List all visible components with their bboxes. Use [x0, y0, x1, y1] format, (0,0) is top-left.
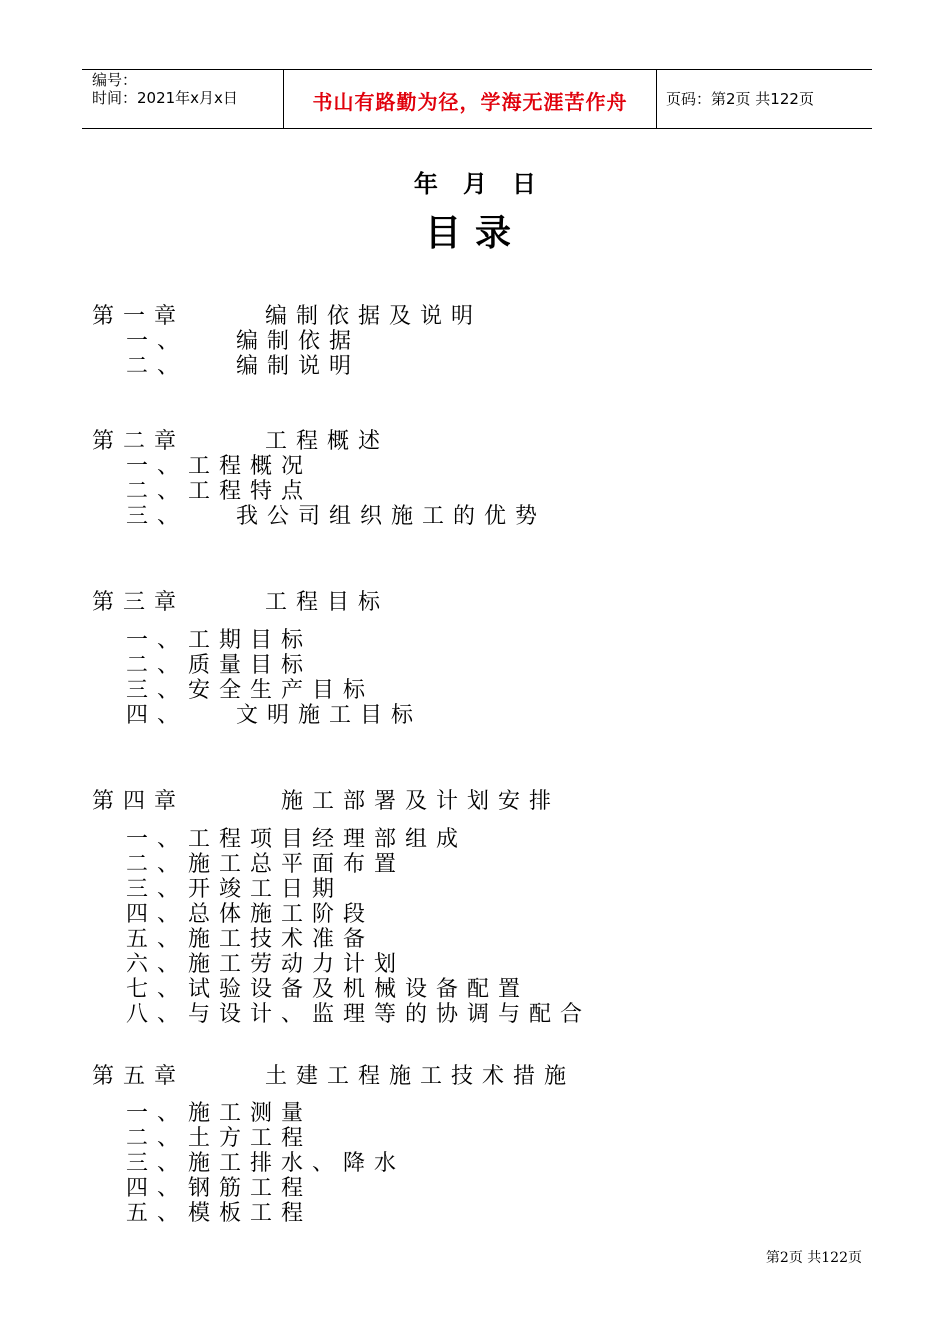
- toc-item: 一、工期目标: [126, 628, 313, 653]
- header-bottom-rule: [82, 128, 872, 129]
- toc-item: 二、工程特点: [126, 479, 313, 504]
- toc-chapter-1: 第一章 编制依据及说明: [92, 304, 482, 329]
- toc-item: 四、钢筋工程: [126, 1176, 313, 1201]
- header-divider-right: [656, 69, 657, 129]
- toc-item: 四、 文明施工目标: [126, 703, 422, 728]
- toc-chapter-2: 第二章 工程概述: [92, 429, 389, 454]
- header-number-label: 编号：: [92, 71, 138, 89]
- header-top-rule: [82, 69, 872, 70]
- toc-item: 一、施工测量: [126, 1101, 313, 1126]
- date-line: 年 月 日: [413, 170, 537, 198]
- toc-item: 五、施工技术准备: [126, 927, 375, 952]
- header-page-number: 页码：第2页 共122页: [666, 90, 814, 108]
- toc-item: 二、施工总平面布置: [126, 852, 406, 877]
- toc-item: 八、与设计、监理等的协调与配合: [126, 1002, 592, 1027]
- toc-item: 二、土方工程: [126, 1126, 313, 1151]
- toc-item: 三、 我公司组织施工的优势: [126, 504, 546, 529]
- header-divider-left: [283, 69, 284, 129]
- toc-item: 二、 编制说明: [126, 354, 360, 379]
- toc-item: 二、质量目标: [126, 653, 313, 678]
- toc-item: 七、试验设备及机械设备配置: [126, 977, 530, 1002]
- toc-item: 三、安全生产目标: [126, 678, 375, 703]
- header-motto: 书山有路勤为径，学海无涯苦作舟: [312, 90, 628, 114]
- toc-item: 三、开竣工日期: [126, 877, 344, 902]
- toc-chapter-5: 第五章 土建工程施工技术措施: [92, 1064, 575, 1089]
- toc-item: 六、施工劳动力计划: [126, 952, 406, 977]
- toc-item: 五、模板工程: [126, 1201, 313, 1226]
- toc-chapter-4: 第四章 施工部署及计划安排: [92, 789, 560, 814]
- toc-item: 一、工程项目经理部组成: [126, 827, 468, 852]
- page-title: 目录: [424, 213, 525, 254]
- toc-item: 一、工程概况: [126, 454, 313, 479]
- header-time: 时间：2021年x月x日: [92, 89, 238, 107]
- toc-item: 四、总体施工阶段: [126, 902, 375, 927]
- toc-item: 一、 编制依据: [126, 329, 360, 354]
- toc-item: 三、施工排水、降水: [126, 1151, 406, 1176]
- footer-page-number: 第2页 共122页: [765, 1250, 862, 1266]
- toc-chapter-3: 第三章 工程目标: [92, 590, 389, 615]
